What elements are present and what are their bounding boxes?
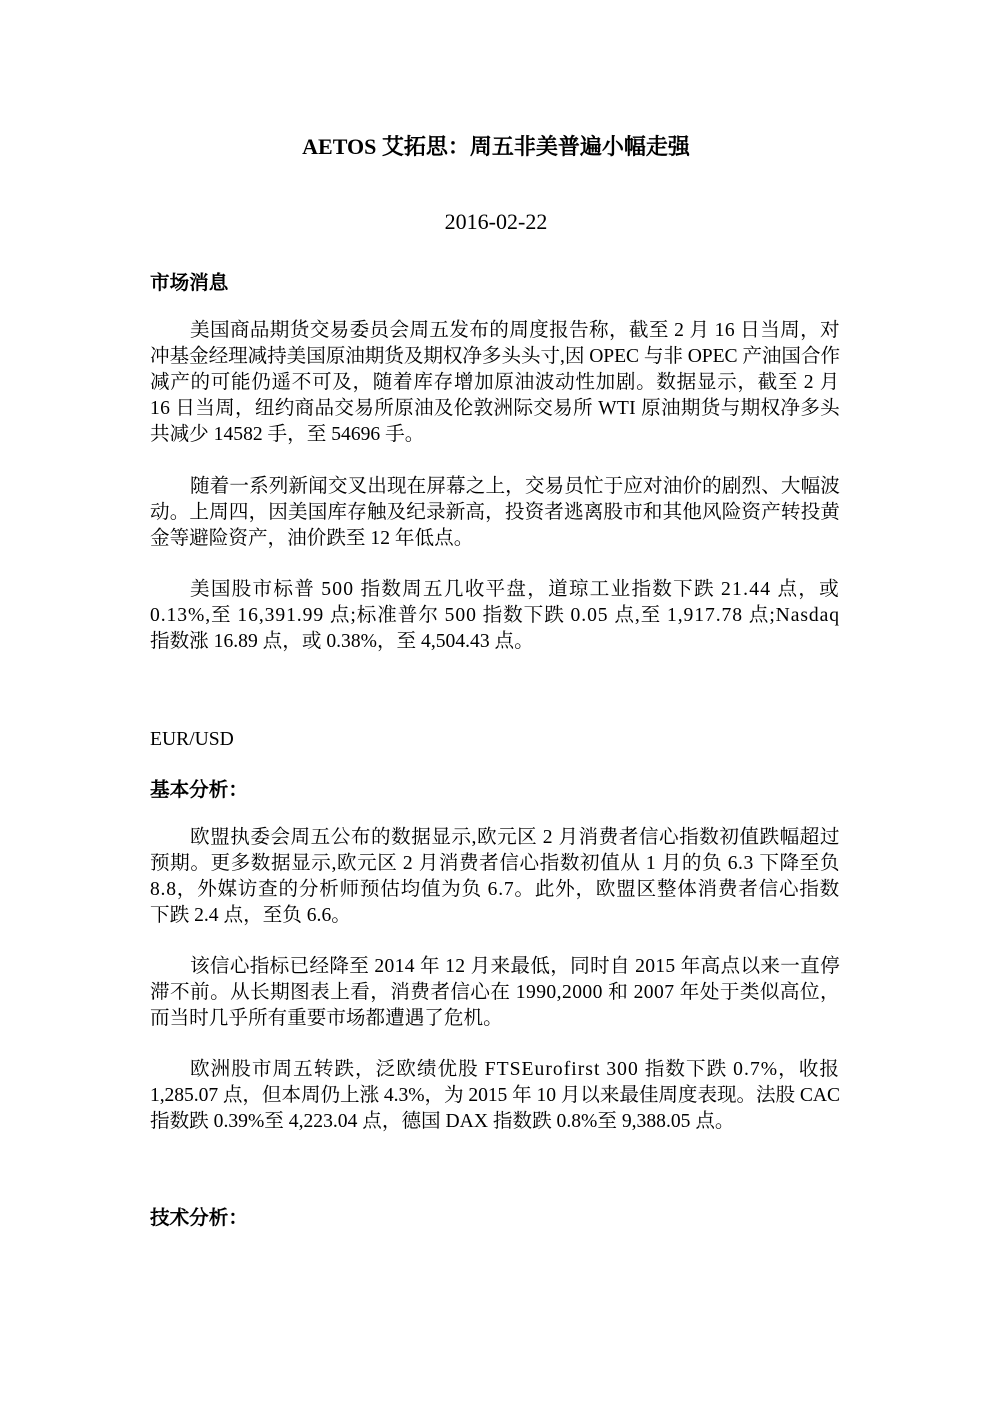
paragraph-line: 指数跌 0.39%至 4,223.04 点，德国 DAX 指数跌 0.8%至 9,388.05 点。 (150, 1111, 735, 1132)
document-title: AETOS 艾拓思：周五非美普遍小幅走强 (302, 134, 690, 159)
paragraph-line: 随着一系列新闻交叉出现在屏幕之上，交易员忙于应对油价的剧烈、大幅波 (190, 476, 840, 497)
paragraph-line: 欧洲股市周五转跌，泛欧绩优股 FTSEurofirst 300 指数下跌 0.7%，收报 (190, 1059, 840, 1080)
paragraph (150, 825, 840, 929)
paragraph-line: 预期。更多数据显示,欧元区 2 月消费者信心指数初值从 1 月的负 6.3 下降至负 (150, 853, 840, 874)
paragraph-line: 0.13%,至 16,391.99 点;标准普尔 500 指数下跌 0.05 点,至 1,917.78 点;Nasdaq (150, 605, 840, 626)
document-date: 2016-02-22 (444, 209, 548, 234)
paragraph-line: 该信心指标已经降至 2014 年 12 月来最低，同时自 2015 年高点以来一直停 (190, 956, 840, 977)
paragraph-line: 动。上周四，因美国库存触及纪录新高，投资者逃离股市和其他风险资产转投黄 (150, 502, 840, 523)
paragraph-line: 美国商品期货交易委员会周五发布的周度报告称，截至 2 月 16 日当周，对 (190, 320, 840, 341)
paragraph-line: 减产的可能仍遥不可及，随着库存增加原油波动性加剧。数据显示，截至 2 月 (150, 372, 840, 393)
paragraph (150, 318, 840, 448)
paragraph-line: 1,285.07 点，但本周仍上涨 4.3%，为 2015 年 10 月以来最佳周度表现。法股 CAC (150, 1085, 840, 1106)
paragraph-line: 而当时几乎所有重要市场都遭遇了危机。 (150, 1008, 503, 1029)
section-heading-market-news: 市场消息 (150, 273, 229, 294)
paragraph (150, 474, 840, 552)
paragraph-line: 滞不前。从长期图表上看，消费者信心在 1990,2000 和 2007 年处于类似高位， (150, 982, 840, 1003)
paragraph-line: 指数涨 16.89 点，或 0.38%，至 4,504.43 点。 (150, 631, 534, 652)
paragraph-line: 美国股市标普 500 指数周五几收平盘，道琼工业指数下跌 21.44 点，或 (190, 579, 840, 600)
paragraph-line: 欧盟执委会周五公布的数据显示,欧元区 2 月消费者信心指数初值跌幅超过 (190, 827, 840, 848)
paragraph-line: 共减少 14582 手，至 54696 手。 (150, 424, 425, 445)
paragraph-line: 金等避险资产，油价跌至 12 年低点。 (150, 528, 474, 549)
paragraph (150, 1057, 840, 1135)
paragraph (150, 954, 840, 1032)
paragraph-line: 下跌 2.4 点，至负 6.6。 (150, 905, 351, 926)
paragraph-line: 8.8，外媒访查的分析师预估均值为负 6.7。此外，欧盟区整体消费者信心指数 (150, 879, 840, 900)
paragraph (150, 577, 840, 655)
paragraph-line: 冲基金经理减持美国原油期货及期权净多头头寸,因 OPEC 与非 OPEC 产油国合作 (150, 346, 840, 367)
section-heading-technical-analysis: 技术分析： (150, 1208, 248, 1229)
section-heading-fundamental-analysis: 基本分析： (150, 780, 248, 801)
currency-pair-label: EUR/USD (150, 729, 234, 750)
paragraph-line: 16 日当周，纽约商品交易所原油及伦敦洲际交易所 WTI 原油期货与期权净多头 (150, 398, 840, 419)
